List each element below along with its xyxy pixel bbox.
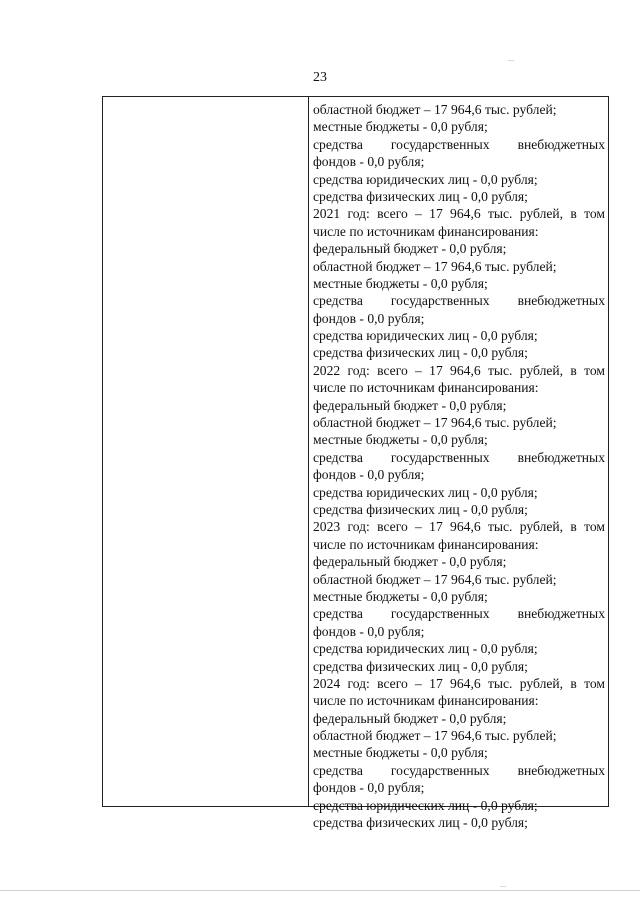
text-line: средства юридических лиц - 0,0 рубля; (313, 328, 538, 344)
text-line: средства физических лиц - 0,0 рубля; (313, 345, 528, 361)
text-line: фондов - 0,0 рубля; (313, 310, 425, 326)
text-line: фондов - 0,0 рубля; (313, 780, 425, 796)
text-line: федеральный бюджет - 0,0 рубля; (313, 397, 507, 413)
text-line: числе по источникам финансирования: (313, 223, 539, 239)
text-line: местные бюджеты - 0,0 рубля; (313, 745, 488, 761)
text-line: фондов - 0,0 рубля; (313, 623, 425, 639)
text-line: средства физических лиц - 0,0 рубля; (313, 188, 528, 204)
text-line: фондов - 0,0 рубля; (313, 467, 425, 483)
text-line: числе по источникам финансирования: (313, 380, 539, 396)
text-line: средства государственных внебюджетных (313, 606, 605, 622)
scan-speck (500, 886, 506, 887)
text-line: средства физических лиц - 0,0 рубля; (313, 501, 528, 517)
right-cell-funding-text (313, 101, 605, 831)
text-line: федеральный бюджет - 0,0 рубля; (313, 241, 507, 257)
text-line: числе по источникам финансирования: (313, 693, 539, 709)
text-line: 2022 год: всего – 17 964,6 тыс. рублей, в том (313, 362, 605, 378)
scan-speck (508, 60, 514, 61)
text-line: местные бюджеты - 0,0 рубля; (313, 119, 488, 135)
text-line: средства государственных внебюджетных (313, 449, 605, 465)
text-line: фондов - 0,0 рубля; (313, 154, 425, 170)
page-number: 23 (313, 70, 327, 85)
text-line: средства физических лиц - 0,0 рубля; (313, 658, 528, 674)
text-line: средства юридических лиц - 0,0 рубля; (313, 797, 538, 813)
text-line: средства юридических лиц - 0,0 рубля; (313, 171, 538, 187)
scan-edge-line (0, 890, 640, 891)
text-line: местные бюджеты - 0,0 рубля; (313, 275, 488, 291)
text-line: средства государственных внебюджетных (313, 762, 605, 778)
text-line: средства юридических лиц - 0,0 рубля; (313, 641, 538, 657)
text-line: числе по источникам финансирования: (313, 536, 539, 552)
text-line: 2024 год: всего – 17 964,6 тыс. рублей, в том (313, 675, 605, 691)
text-line: областной бюджет – 17 964,6 тыс. рублей; (313, 728, 557, 744)
text-line: средства государственных внебюджетных (313, 136, 605, 152)
text-line: средства физических лиц - 0,0 рубля; (313, 815, 528, 831)
text-line: федеральный бюджет - 0,0 рубля; (313, 554, 507, 570)
document-table (102, 96, 609, 831)
text-line: местные бюджеты - 0,0 рубля; (313, 588, 488, 604)
text-line: 2021 год: всего – 17 964,6 тыс. рублей, в том (313, 206, 605, 222)
text-line: областной бюджет – 17 964,6 тыс. рублей; (313, 102, 557, 117)
text-line: областной бюджет – 17 964,6 тыс. рублей; (313, 258, 557, 274)
text-line: средства юридических лиц - 0,0 рубля; (313, 484, 538, 500)
text-line: средства государственных внебюджетных (313, 293, 605, 309)
column-divider (308, 97, 309, 806)
text-line: федеральный бюджет - 0,0 рубля; (313, 710, 507, 726)
text-line: местные бюджеты - 0,0 рубля; (313, 432, 488, 448)
text-line: областной бюджет – 17 964,6 тыс. рублей; (313, 415, 557, 431)
text-line: областной бюджет – 17 964,6 тыс. рублей; (313, 571, 557, 587)
text-line: 2023 год: всего – 17 964,6 тыс. рублей, в том (313, 519, 605, 535)
